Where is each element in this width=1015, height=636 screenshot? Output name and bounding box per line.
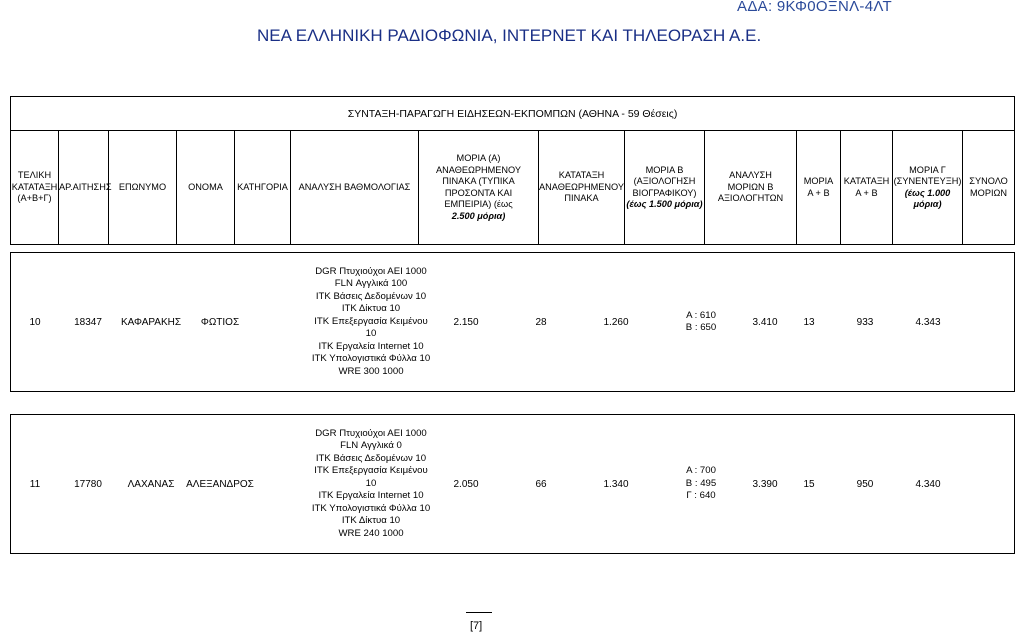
column-header: ΑΝΑΛΥΣΗ ΜΟΡΙΩΝ Β ΑΞΙΟΛΟΓΗΤΩΝ xyxy=(705,131,797,245)
total-points: 4.343 xyxy=(915,316,941,328)
column-header: ΚΑΤΑΤΑΞΗ Α + Β xyxy=(841,131,893,245)
column-header: ΜΟΡΙΑ Γ (ΣΥΝΕΝΤΕΥΞΗ) (έως 1.000 μόρια) xyxy=(893,131,963,245)
column-header: ΟΝΟΜΑ xyxy=(177,131,235,245)
application-number: 18347 xyxy=(74,316,102,328)
final-rank: 11 xyxy=(29,478,41,490)
column-header: ΑΝΑΛΥΣΗ ΒΑΘΜΟΛΟΓΙΑΣ xyxy=(291,131,419,245)
column-header: ΜΟΡΙΑ (Α) ΑΝΑΘΕΩΡΗΜΕΝΟΥ ΠΙΝΑΚΑ (ΤΥΠΙΚΑ ΠΡΟΣΟΝΤΑ ΚΑΙ ΕΜΠΕΙΡΙΑ) (έως 2.500 μόρια) xyxy=(419,131,539,245)
total-points: 4.340 xyxy=(915,478,941,490)
points-c: 933 xyxy=(856,316,874,328)
points-b: 1.340 xyxy=(603,478,629,490)
page-number: [7] xyxy=(470,620,483,632)
first-name: ΦΩΤΙΟΣ xyxy=(200,316,240,328)
rank-ab: 13 xyxy=(803,316,815,328)
points-ab: 3.390 xyxy=(752,478,778,490)
table-row xyxy=(11,253,1015,392)
column-header: ΜΟΡΙΑ Β (ΑΞΙΟΛΟΓΗΣΗ ΒΙΟΓΡΑΦΙΚΟΥ) (έως 1.500 μόρια) xyxy=(625,131,705,245)
evaluator-breakdown: Α : 700 Β : 495 Γ : 640 xyxy=(685,465,717,502)
ranking-table xyxy=(10,96,1015,554)
column-header: ΣΥΝΟΛΟ ΜΟΡΙΩΝ xyxy=(963,131,1015,245)
column-header: ΕΠΩΝΥΜΟ xyxy=(109,131,177,245)
organization-title: ΝΕΑ ΕΛΛΗΝΙΚΗ ΡΑΔΙΟΦΩΝΙΑ, ΙΝΤΕΡΝΕΤ ΚΑΙ ΤΗΛΕΟΡΑΣΗ Α.Ε. xyxy=(257,26,762,45)
rank-revised: 66 xyxy=(535,478,547,490)
page-divider-top xyxy=(466,612,492,613)
evaluator-breakdown: Α : 610 Β : 650 xyxy=(685,309,717,333)
score-analysis: DGR Πτυχιούχοι ΑΕΙ 1000 FLN Αγγλικά 0 ΙΤΚ Βάσεις Δεδομένων 10 ΙΤΚ Επεξεργασία Κειμένου 10 ΙΤΚ Εργαλεία Internet 10 ΙΤΚ Υπολογιστικά Φύλλα 10 ΙΤΚ Δίκτυα 10 WRE 240 1000 xyxy=(311,427,431,539)
table-row xyxy=(11,415,1015,554)
points-c: 950 xyxy=(856,478,874,490)
first-name: ΑΛΕΞΑΝΔΡΟΣ xyxy=(186,478,254,490)
rank-revised: 28 xyxy=(535,316,547,328)
points-a: 2.150 xyxy=(453,316,479,328)
column-header: ΚΑΤΗΓΟΡΙΑ xyxy=(235,131,291,245)
points-b: 1.260 xyxy=(603,316,629,328)
points-a: 2.050 xyxy=(453,478,479,490)
surname: ΚΑΦΑΡΑΚΗΣ xyxy=(120,316,182,328)
application-number: 17780 xyxy=(74,478,102,490)
column-header: ΑΡ.ΑΙΤΗΣΗΣ xyxy=(59,131,109,245)
table-caption: ΣΥΝΤΑΞΗ-ΠΑΡΑΓΩΓΗ ΕΙΔΗΣΕΩΝ-ΕΚΠΟΜΠΩΝ (ΑΘΗΝΑ - 59 Θέσεις) xyxy=(11,97,1015,131)
column-header: ΜΟΡΙΑ Α + Β xyxy=(797,131,841,245)
points-ab: 3.410 xyxy=(752,316,778,328)
rank-ab: 15 xyxy=(803,478,815,490)
score-analysis: DGR Πτυχιούχοι ΑΕΙ 1000 FLN Αγγλικά 100 ΙΤΚ Βάσεις Δεδομένων 10 ΙΤΚ Δίκτυα 10 ΙΤΚ Επεξεργασία Κειμένου 10 ΙΤΚ Εργαλεία Internet 10 ΙΤΚ Υπολογιστικά Φύλλα 10 WRE 300 1000 xyxy=(311,265,431,377)
final-rank: 10 xyxy=(29,316,41,328)
column-header: ΚΑΤΑΤΑΞΗ ΑΝΑΘΕΩΡΗΜΕΝΟΥ ΠΙΝΑΚΑ xyxy=(539,131,625,245)
surname: ΛΑΧΑΝΑΣ xyxy=(127,478,175,490)
ada-code: ΑΔΑ: 9ΚΦ0ΟΞΝΛ-4ΛΤ xyxy=(737,0,892,15)
column-header: ΤΕΛΙΚΗ ΚΑΤΑΤΑΞΗ (Α+Β+Γ) xyxy=(11,131,59,245)
